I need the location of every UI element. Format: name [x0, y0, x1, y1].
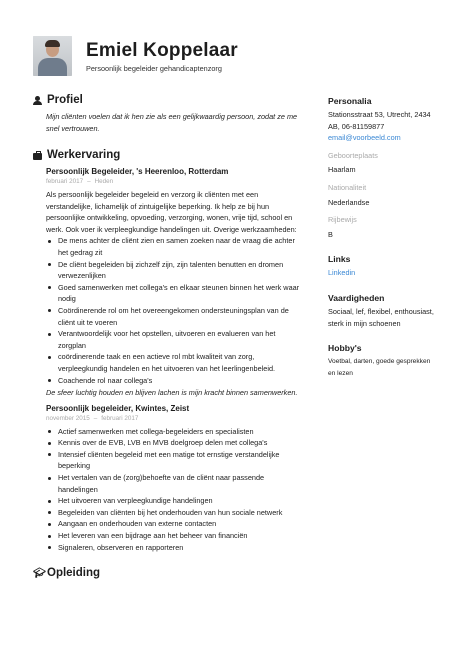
list-item: Verantwoordelijk voor het opstellen, uitvoeren en evalueren van het zorgplan	[46, 328, 305, 351]
list-item: Het leveren van een bijdrage aan het beheer van financiën	[46, 530, 305, 542]
list-item: Het uitvoeren van verpleegkundige handelingen	[46, 495, 305, 507]
list-item: Actief samenwerken met collega-begeleiders en specialisten	[46, 426, 305, 438]
job-description: Als persoonlijk begeleider begeleid en verzorg ik cliënten met een verstandelijke, lichamelijk of zintuigelijke beperking. Ik help ze bij hun persoonlijke ontwikkeling, opvoeding, verzorging, wonen, vrije tijd, school en werk. Ook voer ik verpleegkundige handelingen uit. Overige werkzaamheden:	[46, 190, 297, 234]
skills-text: Sociaal, lef, flexibel, enthousiast,	[328, 306, 434, 316]
hobbies-text: en lezen	[328, 369, 353, 377]
personal-heading: Personalia	[328, 96, 372, 106]
nationality-label: Nationaliteit	[328, 182, 367, 192]
job-entry	[46, 404, 305, 554]
license-label: Rijbewijs	[328, 215, 357, 225]
resume-header	[0, 0, 474, 82]
list-item: Intensief cliënten begeleid met een matige tot ernstige verstandelijke beperking	[46, 449, 305, 472]
list-item: Begeleiden van cliënten bij het onderhouden van hun sociale netwerk	[46, 507, 305, 519]
graduation-cap-icon: 🎓︎	[33, 567, 46, 579]
address-line: AB, 06-81159877	[328, 121, 385, 131]
job-bullet-list	[46, 426, 305, 554]
list-item: Aangaan en onderhouden van externe contacten	[46, 518, 305, 530]
job-dates: februari 2017 – Heden	[46, 178, 114, 185]
license-value: B	[328, 229, 333, 239]
skills-text: sterk in mijn schoenen	[328, 318, 401, 328]
main-column	[33, 92, 305, 581]
links-heading: Links	[328, 254, 351, 265]
job-note: De sfeer luchtig houden en blijven lachen is mijn kracht binnen samenwerken.	[46, 388, 298, 398]
list-item: Coördinerende rol om het overeengekomen ondersteuningsplan van de cliënt uit te voeren	[46, 305, 305, 328]
list-item: Signaleren, observeren en rapporteren	[46, 542, 305, 554]
job-title: Persoonlijk begeleider, Kwintes, Zeist	[46, 403, 190, 413]
education-heading: 🎓︎ Opleiding	[33, 567, 101, 580]
sidebar	[328, 96, 446, 379]
job-title: Persoonlijk Begeleider, 's Heerenloo, Rotterdam	[46, 167, 229, 176]
list-item: Het vertalen van de (zorg)behoefte van de cliënt naar passende handelingen	[46, 472, 305, 495]
profile-photo	[33, 36, 72, 76]
list-item: Kennis over de EVB, LVB en MVB doelgroep delen met collega's	[46, 437, 305, 449]
nationality-value: Nederlandse	[328, 197, 370, 207]
profile-text: Mijn cliënten voelen dat ik hen zie als een gelijkwaardig persoon, zodat ze me snel vertrouwen.	[46, 112, 298, 133]
hobbies-heading: Hobby's	[328, 343, 362, 354]
skills-heading: Vaardigheden	[328, 292, 385, 303]
person-icon	[33, 96, 42, 105]
job-bullet-list	[46, 235, 305, 386]
list-item: De cliënt begeleiden bij zichzelf zijn, zijn talenten benutten en dromen verwezenlijken	[46, 259, 305, 282]
email-link[interactable]: email@voorbeeld.com	[328, 133, 401, 143]
job-subtitle: Persoonlijk begeleider gehandicaptenzorg	[86, 64, 222, 73]
birthplace-label: Geboorteplaats	[328, 150, 378, 160]
list-item: coördinerende taak en een actieve rol mbt kwaliteit van zorg, verpleegkundig handelen en het uitvoeren van het leerlingenbeleid.	[46, 351, 305, 374]
job-entry	[46, 167, 305, 399]
job-dates: november 2015 – februari 2017	[46, 414, 139, 422]
list-item: Coachende rol naar collega's	[46, 375, 305, 387]
person-name: Emiel Koppelaar	[86, 40, 238, 61]
experience-heading: Werkervaring	[33, 147, 305, 163]
address-line: Stationsstraat 53, Utrecht, 2434	[328, 110, 431, 119]
birthplace-value: Haarlam	[328, 165, 356, 175]
hobbies-text: Voetbal, darten, goede gesprekken	[328, 358, 431, 366]
linkedin-link[interactable]: Linkedin	[328, 268, 356, 278]
list-item: Goed samenwerken met collega's en elkaar steunen binnen het werk waar nodig	[46, 282, 305, 305]
briefcase-icon	[33, 151, 42, 160]
profile-heading: Profiel	[33, 92, 305, 108]
list-item: De mens achter de cliënt zien en samen zoeken naar de vraag die achter het gedrag zit	[46, 235, 305, 258]
